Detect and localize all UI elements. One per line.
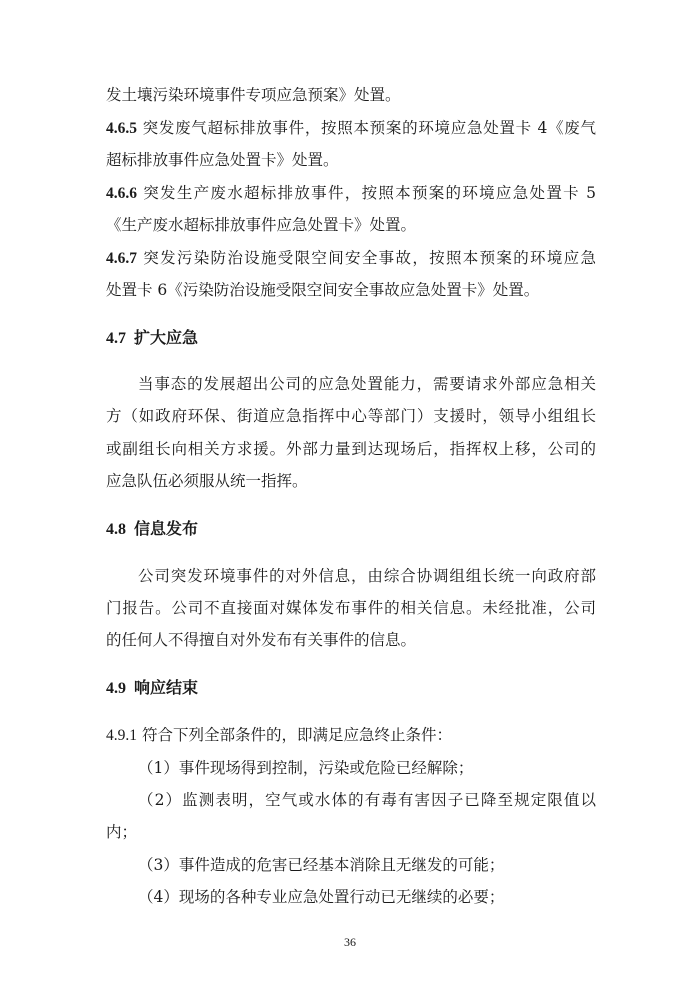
paragraph-text: 应急队伍必须服从统一指挥。 — [106, 472, 308, 490]
section-heading-4-8 — [106, 518, 198, 541]
item-text: 突发废气超标排放事件，按照本预案的环境应急处置卡 4《废气 — [142, 119, 596, 137]
item-number: 4.6.6 — [106, 185, 137, 202]
section-number: 4.8 — [106, 521, 126, 538]
section-4-7-line-4 — [106, 470, 596, 492]
item-4-6-5-line-1 — [106, 117, 596, 140]
section-number: 4.7 — [106, 330, 126, 347]
section-4-7-line-1 — [138, 373, 596, 395]
condition-4 — [138, 886, 596, 908]
item-number: 4.6.5 — [106, 120, 137, 137]
page-number: 36 — [344, 935, 356, 949]
section-4-7-line-3 — [106, 438, 596, 460]
item-4-6-5-line-2 — [106, 149, 596, 171]
condition-text: （1）事件现场得到控制，污染或危险已经解除； — [138, 759, 474, 777]
condition-text: （2）监测表明，空气或水体的有毒有害因子已降至规定限值以 — [138, 791, 596, 809]
paragraph-text: 或副组长向相关方求援。外部力量到达现场后，指挥权上移，公司的 — [106, 440, 596, 458]
condition-text: 内； — [106, 823, 138, 841]
item-4-6-6-line-1 — [106, 182, 596, 205]
item-4-6-7-line-2 — [106, 279, 596, 301]
condition-text: （4）现场的各种专业应急处置行动已无继续的必要； — [138, 888, 505, 906]
subsection-4-9-1 — [106, 724, 596, 747]
section-4-8-line-1 — [138, 565, 596, 587]
section-4-8-line-3 — [106, 629, 596, 651]
section-4-8-line-2 — [106, 597, 596, 619]
item-number: 4.6.7 — [106, 250, 137, 267]
item-4-6-7-line-1 — [106, 247, 596, 270]
section-number: 4.9 — [106, 680, 126, 697]
continued-paragraph — [106, 84, 596, 106]
condition-3 — [138, 854, 596, 876]
item-text: 《生产废水超标排放事件应急处置卡》处置。 — [106, 216, 417, 234]
condition-2-line-2 — [106, 821, 596, 843]
paragraph-text: 公司突发环境事件的对外信息，由综合协调组组长统一向政府部 — [138, 567, 596, 585]
condition-text: （3）事件造成的危害已经基本消除且无继发的可能； — [138, 856, 505, 874]
item-4-6-6-line-2 — [106, 214, 596, 236]
item-text: 突发污染防治设施受限空间安全事故，按照本预案的环境应急 — [143, 249, 596, 267]
section-title: 扩大应急 — [134, 328, 199, 347]
section-4-7-line-2 — [106, 405, 596, 427]
subsection-text: 符合下列全部条件的，即满足应急终止条件： — [141, 726, 452, 744]
condition-2-line-1 — [138, 789, 596, 811]
continued-text: 发土壤污染环境事件专项应急预案》处置。 — [106, 86, 401, 104]
item-text: 处置卡 6《污染防治设施受限空间安全事故应急处置卡》处置。 — [106, 281, 540, 299]
section-title: 信息发布 — [134, 519, 199, 538]
paragraph-text: 的任何人不得擅自对外发布有关事件的信息。 — [106, 631, 417, 649]
item-text: 超标排放事件应急处置卡》处置。 — [106, 151, 339, 169]
section-heading-4-7 — [106, 327, 198, 350]
paragraph-text: 门报告。公司不直接面对媒体发布事件的相关信息。未经批准，公司 — [106, 599, 596, 617]
paragraph-text: 方（如政府环保、街道应急指挥中心等部门）支援时，领导小组组长 — [106, 407, 596, 425]
item-text: 突发生产废水超标排放事件，按照本预案的环境应急处置卡 5 — [143, 184, 596, 202]
subsection-number: 4.9.1 — [106, 727, 137, 744]
condition-1 — [138, 757, 596, 779]
paragraph-text: 当事态的发展超出公司的应急处置能力，需要请求外部应急相关 — [138, 375, 596, 393]
section-title: 响应结束 — [134, 678, 199, 697]
section-heading-4-9 — [106, 677, 198, 700]
